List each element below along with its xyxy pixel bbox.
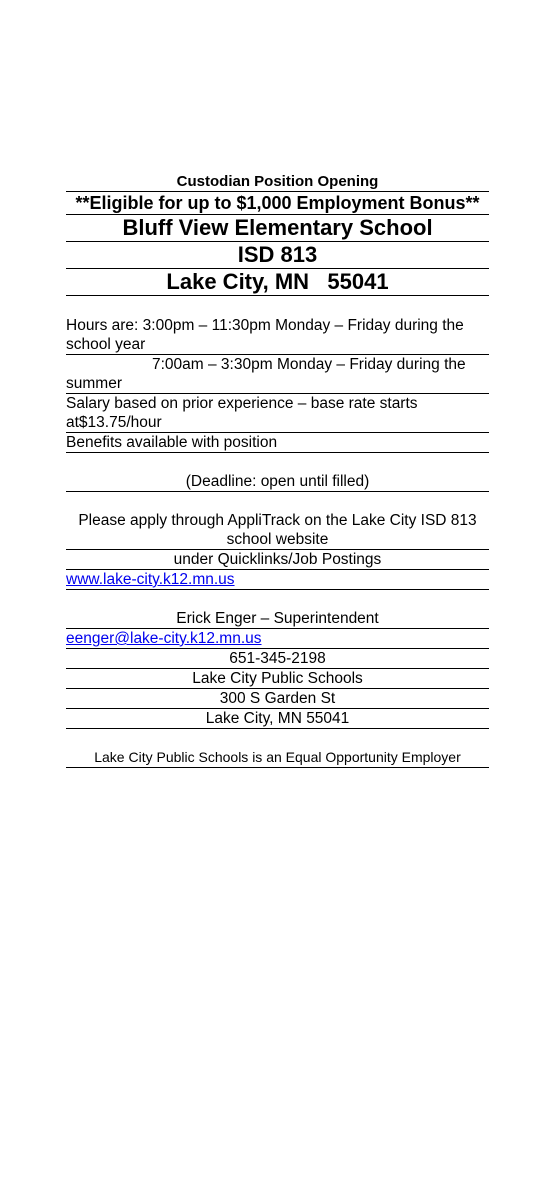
website-link[interactable]: www.lake-city.k12.mn.us	[66, 571, 235, 588]
hours-summer: 7:00am – 3:30pm Monday – Friday during the summer	[66, 355, 489, 394]
job-posting-document	[66, 170, 489, 768]
deadline-info: (Deadline: open until filled)	[66, 472, 489, 492]
spacer	[66, 729, 489, 748]
bonus-headline: **Eligible for up to $1,000 Employment Bonus**	[66, 192, 489, 215]
contact-phone: 651-345-2198	[66, 649, 489, 669]
hours-school-year: Hours are: 3:00pm – 11:30pm Monday – Friday during the school year	[66, 316, 489, 355]
school-name: Bluff View Elementary School	[66, 215, 489, 242]
spacer	[66, 492, 489, 511]
spacer	[66, 453, 489, 472]
contact-org: Lake City Public Schools	[66, 669, 489, 689]
salary-info: Salary based on prior experience – base rate starts at$13.75/hour	[66, 394, 489, 433]
spacer	[66, 590, 489, 609]
benefits-info: Benefits available with position	[66, 433, 489, 453]
apply-instructions: Please apply through AppliTrack on the Lake City ISD 813 school website	[66, 511, 489, 550]
apply-quicklinks: under Quicklinks/Job Postings	[66, 550, 489, 570]
contact-name: Erick Enger – Superintendent	[66, 609, 489, 629]
equal-opportunity-statement: Lake City Public Schools is an Equal Opportunity Employer	[66, 748, 489, 768]
school-location: Lake City, MN 55041	[66, 269, 489, 296]
email-link[interactable]: eenger@lake-city.k12.mn.us	[66, 630, 262, 647]
contact-street: 300 S Garden St	[66, 689, 489, 709]
website-link-row	[66, 570, 489, 590]
posting-title: Custodian Position Opening	[66, 170, 489, 192]
email-link-row	[66, 629, 489, 649]
spacer	[66, 296, 489, 316]
district-name: ISD 813	[66, 242, 489, 269]
contact-city: Lake City, MN 55041	[66, 709, 489, 729]
